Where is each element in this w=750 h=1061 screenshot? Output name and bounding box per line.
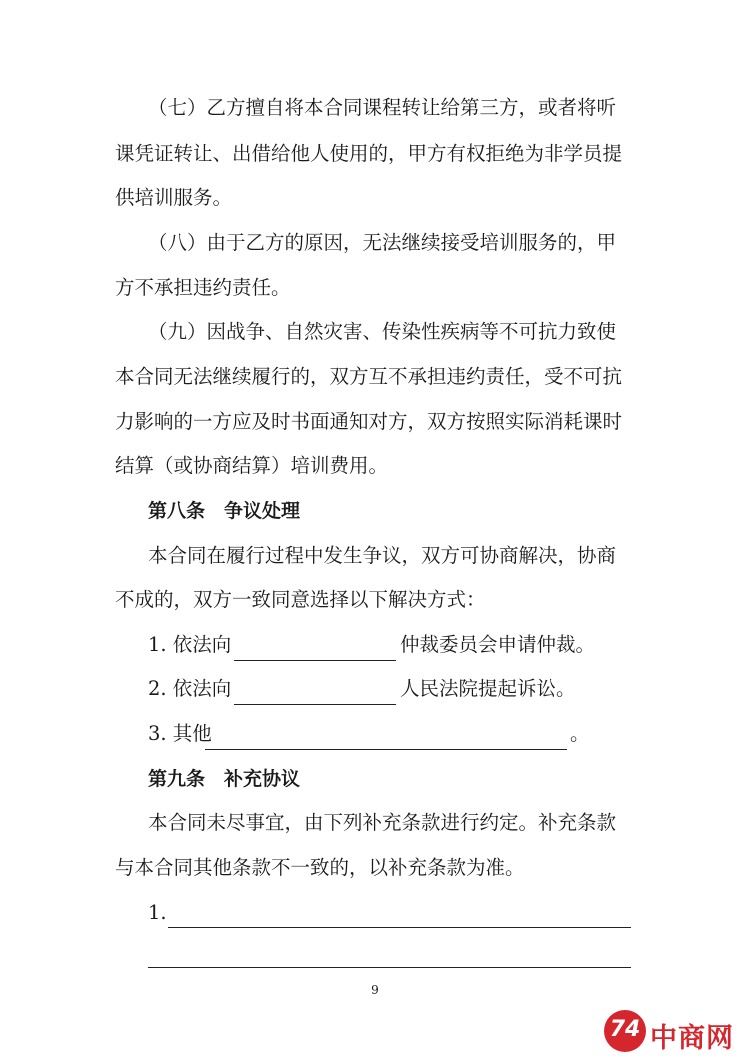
watermark-number: 74 [609,1017,641,1042]
watermark-text: 中商网 [650,1023,734,1054]
article-9-intro-2: 与本合同其他条款不一致的，以补充条款为准。 [115,856,525,879]
supplement-1-label: 1. [148,901,167,924]
watermark-logo [604,1010,744,1056]
clause-9-line-2: 本合同无法继续履行的，双方互不承担违约责任，受不可抗 [115,365,623,388]
clause-9-line-1: （九）因战争、自然灾害、传染性疾病等不可抗力致使 [148,320,617,343]
article-8-heading: 第八条 争议处理 [148,500,301,522]
article-9-heading: 第九条 补充协议 [148,768,301,790]
other-method-blank[interactable] [205,749,567,750]
clause-8-line-1: （八）由于乙方的原因，无法继续接受培训服务的，甲 [148,231,617,254]
option-3-prefix: 3. 其他 [148,722,212,745]
clause-7-line-3: 供培训服务。 [115,186,233,209]
court-blank[interactable] [234,704,396,705]
clause-7-line-1: （七）乙方擅自将本合同课程转让给第三方，或者将听 [148,96,617,119]
option-2-prefix: 2. 依法向 [148,677,232,700]
clause-9-line-3: 力影响的一方应及时书面通知对方，双方按照实际消耗课时 [115,410,623,433]
clause-8-line-2: 方不承担违约责任。 [115,276,291,299]
page-number: 9 [371,983,379,997]
arbitration-commission-blank[interactable] [234,660,396,661]
supplement-1-line-1[interactable] [168,927,631,928]
article-9-intro-1: 本合同未尽事宜，由下列补充条款进行约定。补充条款 [148,811,617,834]
option-1-prefix: 1. 依法向 [148,633,232,656]
article-8-intro-1: 本合同在履行过程中发生争议，双方可协商解决，协商 [148,544,617,567]
article-8-intro-2: 不成的，双方一致同意选择以下解决方式： [115,588,486,611]
supplement-1-line-2[interactable] [148,967,631,968]
option-1-suffix: 仲裁委员会申请仲裁。 [400,633,596,656]
option-3-suffix: 。 [570,722,590,745]
clause-7-line-2: 课凭证转让、出借给他人使用的，甲方有权拒绝为非学员提 [115,142,623,165]
clause-9-line-4: 结算（或协商结算）培训费用。 [115,454,389,477]
option-2-suffix: 人民法院提起诉讼。 [400,677,576,700]
